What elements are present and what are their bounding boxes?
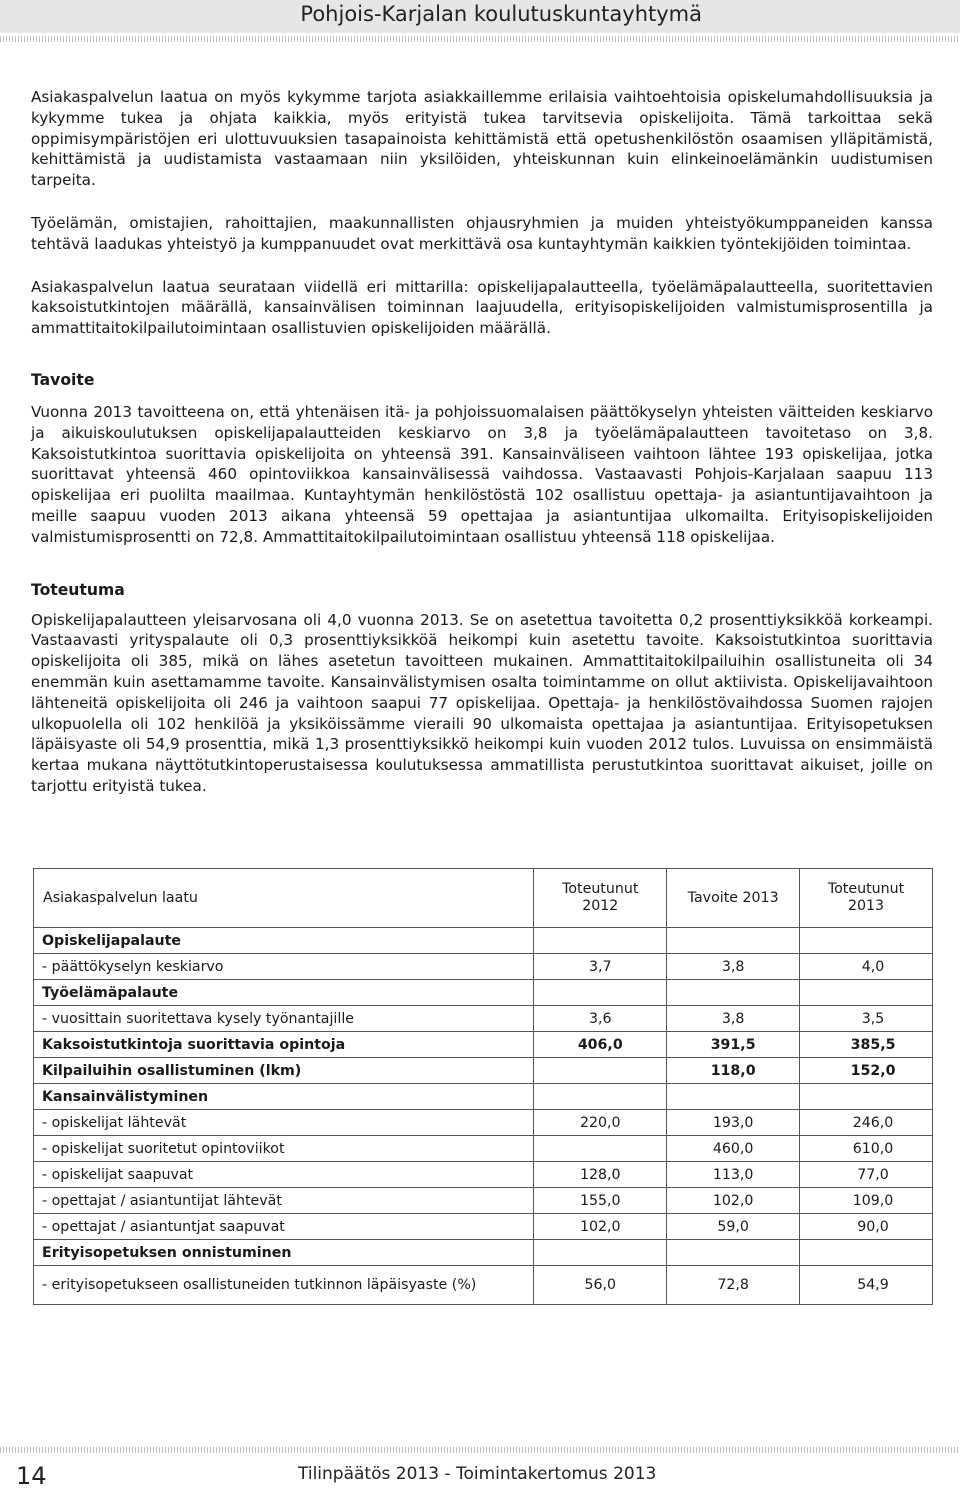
row-label: - opettajat / asiantuntijat lähtevät (34, 1188, 534, 1214)
row-value-1: 56,0 (534, 1266, 667, 1305)
row-label: Työelämäpalaute (34, 980, 534, 1006)
header-col-2012-actual: Toteutunut 2012 (534, 869, 667, 928)
row-value-2 (667, 980, 800, 1006)
row-value-1 (534, 928, 667, 954)
row-value-1: 3,6 (534, 1006, 667, 1032)
row-value-1: 220,0 (534, 1110, 667, 1136)
row-value-2: 460,0 (667, 1136, 800, 1162)
row-value-2: 72,8 (667, 1266, 800, 1305)
table-row (34, 1162, 933, 1188)
heading-tavoite: Tavoite (31, 370, 95, 389)
row-value-3: 77,0 (800, 1162, 933, 1188)
table-row (34, 1188, 933, 1214)
table-row (34, 1110, 933, 1136)
row-value-2: 3,8 (667, 1006, 800, 1032)
table-row (34, 1214, 933, 1240)
table-row (34, 1240, 933, 1266)
row-value-1 (534, 1058, 667, 1084)
table-row (34, 928, 933, 954)
row-value-1 (534, 980, 667, 1006)
header-band (0, 0, 960, 33)
header-label: Asiakaspalvelun laatu (34, 869, 534, 928)
table-row (34, 1032, 933, 1058)
row-value-3: 246,0 (800, 1110, 933, 1136)
row-value-2: 113,0 (667, 1162, 800, 1188)
row-label: - opiskelijat suoritetut opintoviikot (34, 1136, 534, 1162)
row-value-1 (534, 1136, 667, 1162)
page-number: 14 (16, 1462, 47, 1490)
row-value-3: 54,9 (800, 1266, 933, 1305)
header-col-2013-actual: Toteutunut 2013 (800, 869, 933, 928)
footer-stripe (0, 1447, 960, 1453)
table-body (34, 928, 933, 1305)
row-value-3 (800, 1240, 933, 1266)
row-label: - opiskelijat lähtevät (34, 1110, 534, 1136)
row-value-3: 152,0 (800, 1058, 933, 1084)
header-col-2013-target: Tavoite 2013 (667, 869, 800, 928)
row-label: - opiskelijat saapuvat (34, 1162, 534, 1188)
row-label: - opettajat / asiantuntjat saapuvat (34, 1214, 534, 1240)
results-table (33, 868, 933, 1305)
row-label: Kaksoistutkintoja suorittavia opintoja (34, 1032, 534, 1058)
table-row (34, 1006, 933, 1032)
row-value-3: 90,0 (800, 1214, 933, 1240)
row-value-2 (667, 1084, 800, 1110)
row-label: - erityisopetukseen osallistuneiden tutkinnon läpäisyaste (%) (34, 1266, 534, 1305)
row-label: Opiskelijapalaute (34, 928, 534, 954)
row-value-1: 3,7 (534, 954, 667, 980)
row-value-1: 128,0 (534, 1162, 667, 1188)
row-value-3: 610,0 (800, 1136, 933, 1162)
paragraph-customer-service: Asiakaspalvelun laatua on myös kykymme tarjota asiakkaillemme erilaisia vaihtoehtoisia opiskelumahdollisuuksia ja kykymme tukea ja ohjata kaikkia, myös erityistä tukea tarvitsevia opiskelijoita. Tämä tarkoittaa sekä oppimisympäristöjen eri ulottuvuuksien tasapainoista kehittämistä että opetushenkilöstön osaamisen ylläpitämistä, kehittämistä ja uudistamista vastaamaan niin yksilöiden, yhteiskunnan kuin elinkeinoelämänkin uudistumisen tarpeita. (31, 88, 933, 190)
document-body (31, 87, 933, 797)
paragraph-tavoite: Vuonna 2013 tavoitteena on, että yhtenäisen itä- ja pohjoissuomalaisen päättökyselyn yhteisten väitteiden keskiarvo ja aikuiskoulutuksen opiskelijapalautteiden keskiarvo on 3,8 ja työelämäpalautteen tavoitetaso on 3,8. Kaksoistutkintoa suorittavia opiskelijoita on yhteensä 391. Kansainväliseen vaihtoon lähtee 193 opiskelijaa, jotka suorittavat yhteensä 460 opintoviikkoa kansainvälisessä vaihdossa. Vastaavasti Pohjois-Karjalaan saapuu 113 opiskelijaa eri puolilta maailmaa. Kuntayhtymän henkilöstöstä 102 osallistuu opettaja- ja asiantuntijavaihtoon ja meille saapuu vuoden 2013 aikana yhteensä 59 opettajaa ja asiantuntijaa ulkomailta. Erityisopiskelijoiden valmistumisprosentti on 72,8. Ammattitaitokilpailutoimintaan osallistuu yhteensä 118 opiskelijaa. (31, 402, 933, 546)
row-label: Kansainvälistyminen (34, 1084, 534, 1110)
row-value-2: 102,0 (667, 1188, 800, 1214)
row-value-1 (534, 1084, 667, 1110)
row-value-3: 385,5 (800, 1032, 933, 1058)
row-label: - päättökyselyn keskiarvo (34, 954, 534, 980)
row-label: - vuosittain suoritettava kysely työnantajille (34, 1006, 534, 1032)
footer-title: Tilinpäätös 2013 - Toimintakertomus 2013 (298, 1464, 657, 1484)
row-value-1 (534, 1240, 667, 1266)
row-value-2: 3,8 (667, 954, 800, 980)
table-row (34, 980, 933, 1006)
row-value-2 (667, 1240, 800, 1266)
row-value-2: 193,0 (667, 1110, 800, 1136)
row-label: Erityisopetuksen onnistuminen (34, 1240, 534, 1266)
header-stripe (0, 36, 960, 42)
paragraph-toteutuma: Opiskelijapalautteen yleisarvosana oli 4,0 vuonna 2013. Se on asetettua tavoitetta 0,2 prosenttiyksikköä korkeampi. Vastaavasti yrityspalaute oli 0,3 prosenttiyksikköä heikompi kuin asetettu tavoite. Kaksoistutkintoa suorittavia opiskelijoita oli 385, mikä on lähes asetetun tavoitteen mukainen. Ammattitaitokilpailuihin osallistuneita oli 34 enemmän kuin asettamamme tavoite. Kansainvälistymisen osalta toimintamme on ollut aktiivista. Opiskelijavaihtoon lähteneitä opiskelijoita oli 246 ja vaihtoon saapui 77 opiskelijaa. Opettaja- ja henkilöstövaihdossa Suomen rajojen ulkopuolella oli 102 henkilöä ja yksiköissämme vieraili 90 ulkomaista opettajaa ja asiantuntijaa. Erityisopetuksen läpäisyaste oli 54,9 prosenttia, mikä 1,3 prosenttiyksikkö heikompi kuin vuoden 2012 tulos. Luvuissa on ensimmäistä kertaa mukana näyttötutkintoperustaisessa koulutuksessa ammatillista perustutkintoa suorittavat aikuiset, joille on tarjottu erityistä tukea. (31, 610, 933, 795)
row-value-3: 109,0 (800, 1188, 933, 1214)
row-value-3 (800, 980, 933, 1006)
table-row (34, 1136, 933, 1162)
row-value-1: 102,0 (534, 1214, 667, 1240)
page-header-title: Pohjois-Karjalan koulutuskuntayhtymä (300, 2, 702, 26)
table-header-row (34, 869, 933, 928)
row-label: Kilpailuihin osallistuminen (lkm) (34, 1058, 534, 1084)
row-value-2: 59,0 (667, 1214, 800, 1240)
row-value-3: 4,0 (800, 954, 933, 980)
row-value-3 (800, 1084, 933, 1110)
row-value-1: 155,0 (534, 1188, 667, 1214)
table-row (34, 1058, 933, 1084)
row-value-1: 406,0 (534, 1032, 667, 1058)
row-value-2: 391,5 (667, 1032, 800, 1058)
row-value-3: 3,5 (800, 1006, 933, 1032)
paragraph-cooperation: Työelämän, omistajien, rahoittajien, maakunnallisten ohjausryhmien ja muiden yhteistyökumppaneiden kanssa tehtävä laadukas yhteistyö ja kumppanuudet ovat merkittävä osa kuntayhtymän kaikkien työntekijöiden toimintaa. (31, 213, 933, 253)
row-value-2 (667, 928, 800, 954)
table-row (34, 954, 933, 980)
heading-toteutuma: Toteutuma (31, 580, 125, 599)
table-row (34, 1084, 933, 1110)
table-row (34, 1266, 933, 1305)
paragraph-measurement: Asiakaspalvelun laatua seurataan viidellä eri mittarilla: opiskelijapalautteella, työelämäpalautteella, suoritettavien kaksoistutkintojen määrällä, kansainvälisen toiminnan laajuudella, erityisopiskelijoiden valmistumisprosentilla ja ammattitaitokilpailutoimintaan osallistuvien opiskelijoiden määrällä. (31, 277, 933, 338)
row-value-2: 118,0 (667, 1058, 800, 1084)
row-value-3 (800, 928, 933, 954)
